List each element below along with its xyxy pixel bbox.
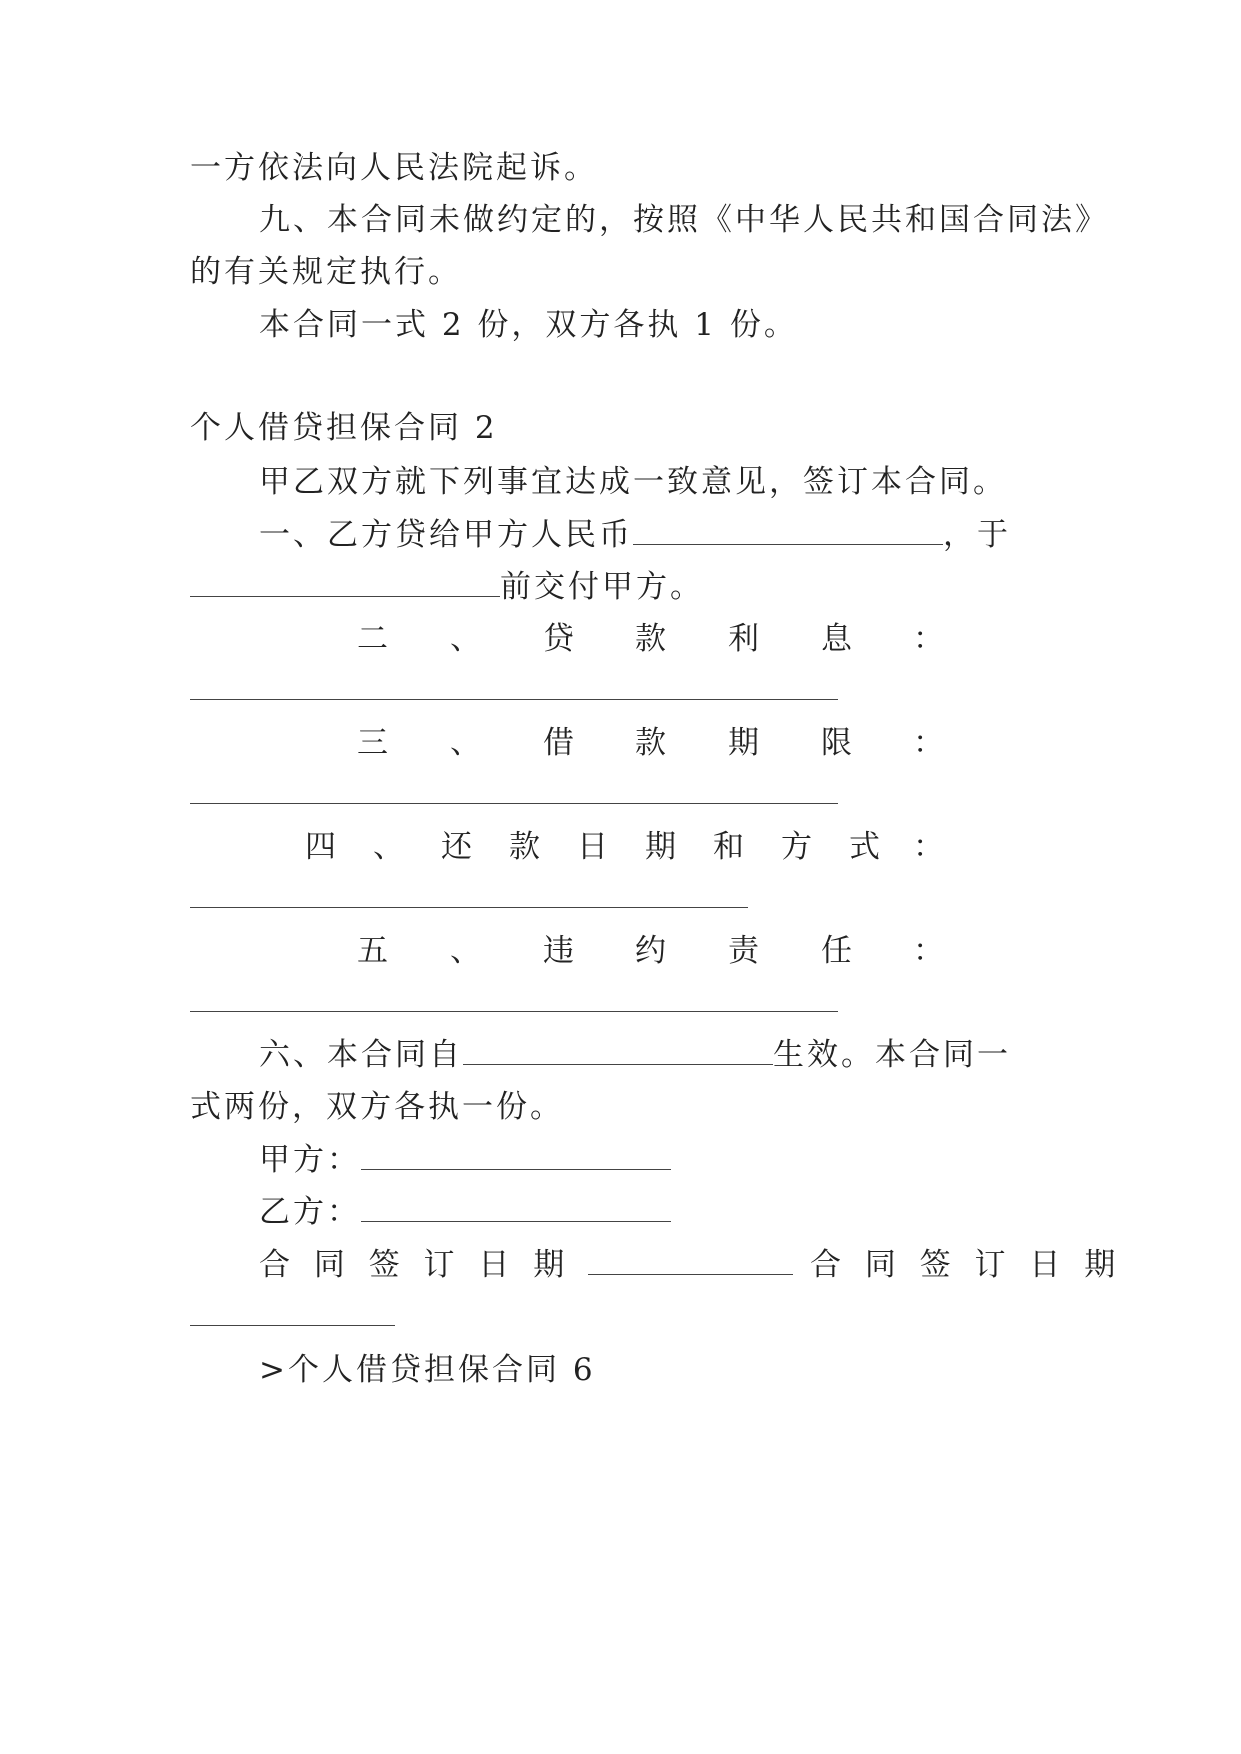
clause-one-cont xyxy=(190,567,1052,607)
fill-in-line xyxy=(190,699,838,700)
clause-two-char: 二 xyxy=(357,621,388,657)
clause-three-char: 、 xyxy=(450,725,481,761)
copies-clause: 本合同一式 2 份，双方各执 1 份。 xyxy=(259,307,798,343)
clause-five-char: 约 xyxy=(635,933,666,969)
fill-in-line xyxy=(190,803,838,804)
clause-four-char: ： xyxy=(913,829,944,865)
section-heading: 个人借贷担保合同 2 xyxy=(190,410,498,446)
fill-in-line xyxy=(190,1011,838,1012)
sign-date-label-2: 合 同 签 订 日 期 xyxy=(810,1247,1123,1283)
clause-one xyxy=(259,515,1121,555)
paragraph-tail: 一方依法向人民法院起诉。 xyxy=(190,150,598,186)
clause-six-end: 生效。本合同一 xyxy=(773,1037,1011,1073)
clause-five-char: ： xyxy=(913,933,944,969)
clause-one-end: 前交付甲方。 xyxy=(500,569,704,605)
sign-date-blank-2 xyxy=(190,1325,395,1326)
party-a xyxy=(259,1140,1121,1180)
clause-four-char: 、 xyxy=(373,829,404,865)
clause-three-char: ： xyxy=(913,725,944,761)
clause-five-char: 违 xyxy=(543,933,574,969)
clause-five-char: 五 xyxy=(357,933,388,969)
clause-four-char: 四 xyxy=(305,829,336,865)
clause-four-char: 方 xyxy=(781,829,812,865)
clause-nine-line1: 九、本合同未做约定的，按照《中华人民共和国合同法》 xyxy=(259,202,1109,238)
clause-two-char: 息 xyxy=(821,621,852,657)
clause-four-char: 款 xyxy=(509,829,540,865)
sign-date-label-1: 合 同 签 订 日 期 xyxy=(259,1247,572,1283)
clause-four-char: 式 xyxy=(849,829,880,865)
clause-three-char: 借 xyxy=(543,725,574,761)
party-a-label: 甲方： xyxy=(259,1142,361,1178)
clause-five-char: 、 xyxy=(450,933,481,969)
clause-five-char: 任 xyxy=(821,933,852,969)
clause-two-char: ： xyxy=(913,621,944,657)
clause-one-comma: ，于 xyxy=(943,517,1011,553)
clause-four-char: 还 xyxy=(441,829,472,865)
clause-six xyxy=(259,1035,1121,1075)
party-b-label: 乙方： xyxy=(259,1194,361,1230)
clause-two-char: 、 xyxy=(450,621,481,657)
date-blank xyxy=(190,568,500,597)
effective-date-blank xyxy=(463,1036,773,1065)
party-b-blank xyxy=(361,1193,671,1222)
clause-three-char: 期 xyxy=(728,725,759,761)
party-b xyxy=(259,1192,1121,1232)
clause-three-char: 限 xyxy=(821,725,852,761)
clause-three-char: 款 xyxy=(635,725,666,761)
clause-four-char: 期 xyxy=(645,829,676,865)
clause-six-cont: 式两份，双方各执一份。 xyxy=(190,1089,564,1125)
clause-three-char: 三 xyxy=(357,725,388,761)
party-a-blank xyxy=(361,1141,671,1170)
clause-one-text: 一、乙方贷给甲方人民币 xyxy=(259,517,633,553)
clause-two-char: 利 xyxy=(728,621,759,657)
clause-two-char: 贷 xyxy=(543,621,574,657)
sign-date-blank-1 xyxy=(588,1246,793,1275)
clause-six-text: 六、本合同自 xyxy=(259,1037,463,1073)
sign-date-line xyxy=(259,1245,1121,1285)
clause-four-char: 和 xyxy=(713,829,744,865)
next-article-link[interactable]: >个人借贷担保合同 6 xyxy=(259,1352,596,1388)
intro-paragraph: 甲乙双方就下列事宜达成一致意见，签订本合同。 xyxy=(259,464,1007,500)
clause-two-char: 款 xyxy=(635,621,666,657)
clause-nine-line2: 的有关规定执行。 xyxy=(190,254,462,290)
clause-four-char: 日 xyxy=(577,829,608,865)
fill-in-line xyxy=(190,907,748,908)
amount-blank xyxy=(633,516,943,545)
clause-five-char: 责 xyxy=(728,933,759,969)
